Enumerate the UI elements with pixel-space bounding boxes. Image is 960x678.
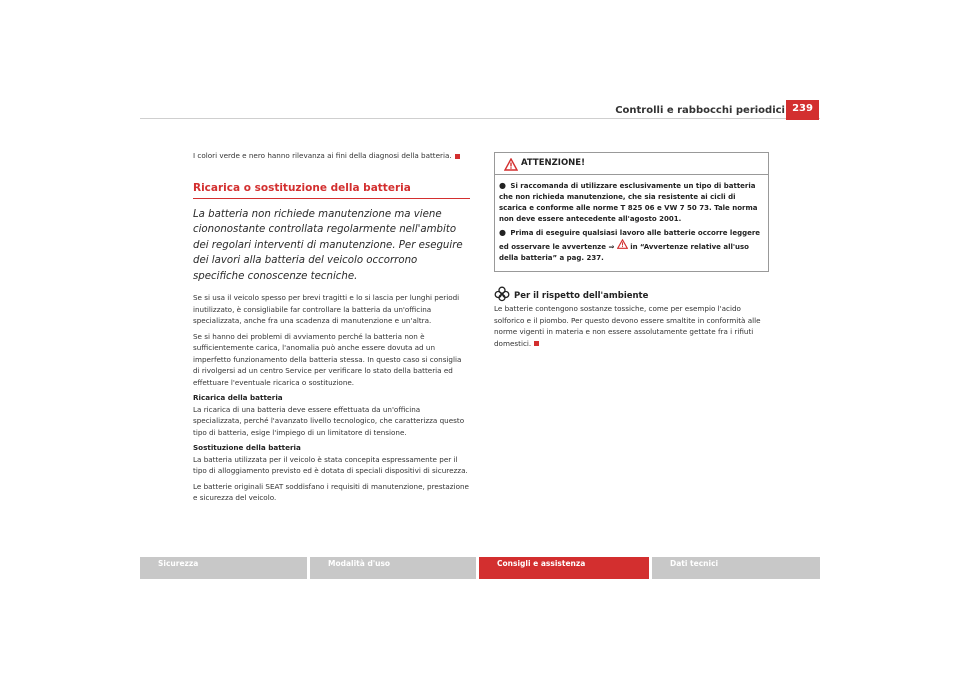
section-divider — [193, 198, 470, 199]
header-divider-accent — [786, 118, 819, 120]
reference-arrow: ⇒ — [608, 243, 615, 251]
body-paragraph-1: Se si usa il veicolo spesso per brevi tragitti e lo si lascia per lunghi periodi inutilizzato, è consigliabile far controllare la batteria da un'officina specializzata, anche fra una scadenza di manutenzione e un'altra. — [193, 293, 460, 325]
subheading-replacement: Sostituzione della batteria — [193, 443, 301, 452]
environment-paragraph: Le batterie contengono sostanze tossiche, come per esempio l'acido solforico e il piombo. Per questo devono essere smaltite in conformità alle norme vigenti in materia e non essere assolutamente gettate fra i rifiuti domestici. — [494, 304, 761, 348]
replacement-paragraph: La batteria utilizzata per il veicolo è stata concepita espressamente per il tipo di alloggiamento previsto ed è dotata di speciali dispositivi di sicurezza. — [193, 454, 468, 475]
flower-environment-icon — [494, 286, 510, 306]
body-paragraph-2: Se si hanno dei problemi di avviamento perché la batteria non è sufficientemente carica, l'anomalia può anche essere dovuta ad un imperfetto funzionamento della batteria stessa. In questo caso si consiglia di rivolgersi ad un centro Service per verificare lo stato della batteria ed effettuare l'eventuale ricarica o sostituzione. — [193, 331, 462, 387]
warning-triangle-icon — [504, 156, 518, 175]
warning-reference-icon — [617, 243, 628, 251]
right-column — [494, 152, 769, 353]
charging-paragraph: La ricarica di una batteria deve essere effettuata da un'officina specializzata, perché l'avanzato livello tecnologico, che caratterizza questo tipo di batteria, esige l'impiego di un limitatore di tensione. — [193, 404, 465, 437]
lead-paragraph: La batteria non richiede manutenzione ma viene ciononostante controllata regolarmente nell'ambito dei regolari interventi di manutenzione. Per eseguire dei lavori alla batteria del veicolo occorrono specifiche conoscenze tecniche. — [193, 208, 463, 282]
warning-title: ATTENZIONE! — [521, 158, 585, 168]
bullet-icon: ● — [499, 181, 506, 190]
footer-tab-sicurezza[interactable]: Sicurezza — [140, 557, 307, 579]
intro-paragraph: I colori verde e nero hanno rilevanza ai fini della diagnosi della batteria. — [193, 150, 470, 162]
section-title: Ricarica o sostituzione della batteria — [193, 181, 411, 194]
warning-body — [495, 175, 768, 271]
environment-header — [494, 286, 769, 302]
end-of-section-marker — [455, 154, 460, 159]
footer-tab-consigli-assistenza[interactable]: Consigli e assistenza — [479, 557, 649, 579]
subheading-charging: Ricarica della batteria — [193, 393, 283, 402]
end-of-section-marker — [534, 341, 539, 346]
warning-item: ● Prima di eseguire qualsiasi lavoro alle batterie occorre leggere ed osservare le avvertenze ⇒ in “Avvertenze relative all'uso della batteria” a pag. 237. — [499, 228, 761, 262]
left-column — [193, 150, 470, 508]
warning-item: ● Si raccomanda di utilizzare esclusivamente un tipo di batteria che non richieda manutenzione, che sia resistente ai cicli di scarica e conforme alle norme T 825 06 e VW 7 50 73. Tale norma non deve essere antecedente all'agosto 2001. — [499, 181, 758, 223]
page-number: 239 — [786, 100, 819, 118]
bullet-icon: ● — [499, 228, 506, 237]
environment-title: Per il rispetto dell'ambiente — [514, 291, 649, 301]
body-paragraph-last: Le batterie originali SEAT soddisfano i requisiti di manutenzione, prestazione e sicurezza del veicolo. — [193, 481, 469, 502]
footer-tab-modalita-uso[interactable]: Modalità d'uso — [310, 557, 476, 579]
warning-header — [495, 153, 768, 175]
footer-tab-dati-tecnici[interactable]: Dati tecnici — [652, 557, 820, 579]
warning-box — [494, 152, 769, 272]
page-header-title: Controlli e rabbocchi periodici — [615, 105, 785, 116]
header-divider — [140, 118, 820, 119]
